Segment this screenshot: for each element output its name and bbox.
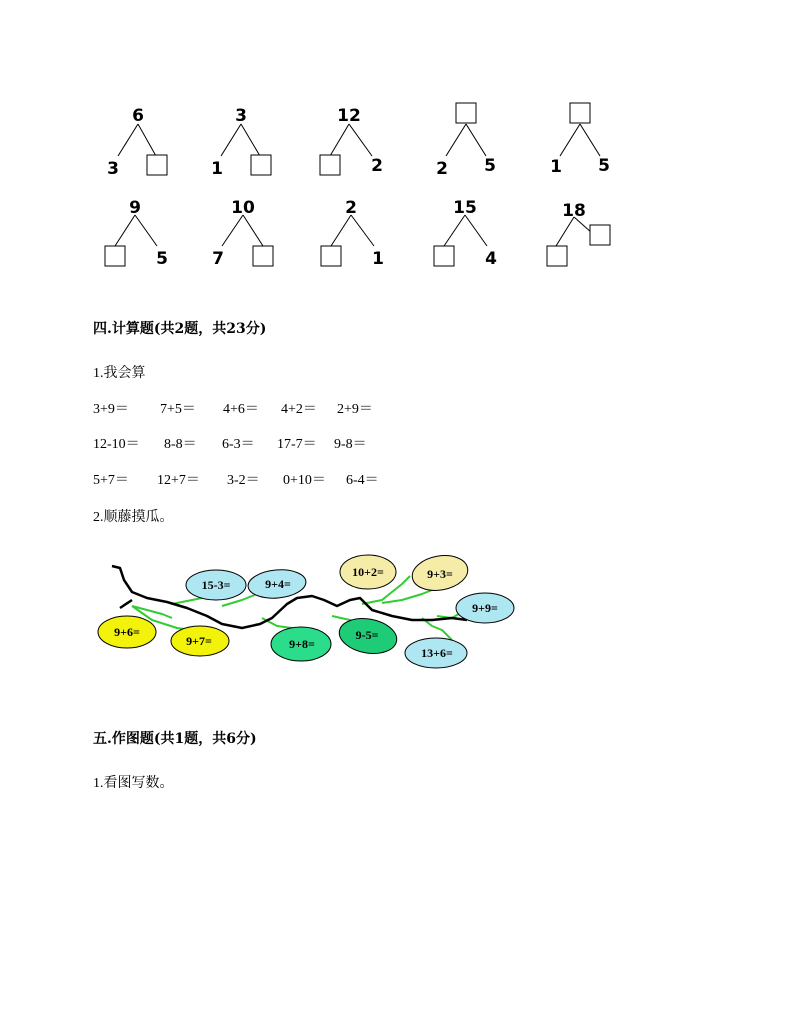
- section-heading: 五.作图题(共1题，共6分): [93, 731, 257, 747]
- answer-box[interactable]: [253, 246, 273, 266]
- tree-left-number: 3: [107, 159, 119, 179]
- leaf-expression: 9+4=: [265, 577, 291, 591]
- expression: 0+10＝: [283, 473, 326, 488]
- tree-right-number: 5: [156, 249, 168, 269]
- answer-box[interactable]: [321, 246, 341, 266]
- expression: 2+9＝: [337, 402, 373, 417]
- tree-right-number: 5: [598, 156, 610, 176]
- leaf-expression: 13+6=: [421, 646, 453, 660]
- tree-top-number: 9: [129, 198, 141, 218]
- tree-left-number: 1: [211, 159, 223, 179]
- answer-box[interactable]: [251, 155, 271, 175]
- answer-box[interactable]: [434, 246, 454, 266]
- tree-left-number: 1: [550, 157, 562, 177]
- tree-top-number: 12: [337, 106, 361, 126]
- vine-diagram: [92, 548, 522, 673]
- leaf-expression: 9+9=: [472, 601, 498, 615]
- leaf-expression: 9+6=: [114, 625, 140, 639]
- tree-right-number: 5: [484, 156, 496, 176]
- expression: 4+2＝: [281, 402, 317, 417]
- tree-top-number: 10: [231, 198, 255, 218]
- answer-box[interactable]: [570, 103, 590, 123]
- question-label: 1.我会算: [93, 366, 146, 381]
- tree-right-number: 2: [371, 156, 383, 176]
- tree-right-number: 4: [485, 249, 497, 269]
- arithmetic-row: [93, 398, 373, 418]
- tree-right-number: 1: [372, 249, 384, 269]
- arithmetic-row: [93, 433, 367, 453]
- expression: 5+7＝: [93, 473, 129, 488]
- expression: 7+5＝: [160, 402, 196, 417]
- expression: 9-8＝: [334, 437, 367, 452]
- tree-left-number: 7: [212, 249, 224, 269]
- expression: 12+7＝: [157, 473, 200, 488]
- tree-top-number: 18: [562, 201, 586, 221]
- question-label: 2.顺藤摸瓜。: [93, 510, 174, 525]
- answer-box[interactable]: [105, 246, 125, 266]
- expression: 4+6＝: [223, 402, 259, 417]
- answer-box[interactable]: [320, 155, 340, 175]
- expression: 6-4＝: [346, 473, 379, 488]
- tree-top-number: 2: [345, 198, 357, 218]
- answer-box[interactable]: [547, 246, 567, 266]
- answer-box[interactable]: [590, 225, 610, 245]
- expression: 12-10＝: [93, 437, 140, 452]
- leaf-expression: 9+7=: [186, 634, 212, 648]
- answer-box[interactable]: [147, 155, 167, 175]
- section-heading: 四.计算题(共2题，共23分): [93, 321, 267, 337]
- expression: 17-7＝: [277, 437, 317, 452]
- leaf-expression: 9-5=: [355, 628, 379, 642]
- leaf-expression: 10+2=: [352, 565, 384, 579]
- tree-top-number: 15: [453, 198, 477, 218]
- arithmetic-row: [93, 469, 379, 489]
- tree-left-number: 2: [436, 159, 448, 179]
- tree-top-number: 3: [235, 106, 247, 126]
- expression: 8-8＝: [164, 437, 197, 452]
- expression: 3+9＝: [93, 402, 129, 417]
- expression: 3-2＝: [227, 473, 260, 488]
- expression: 6-3＝: [222, 437, 255, 452]
- leaf-expression: 9+8=: [289, 637, 315, 651]
- answer-box[interactable]: [456, 103, 476, 123]
- number-trees: [0, 0, 794, 300]
- leaf-expression: 15-3=: [201, 578, 231, 592]
- tree-top-number: 6: [132, 106, 144, 126]
- question-label: 1.看图写数。: [93, 776, 174, 791]
- leaf-expression: 9+3=: [427, 567, 453, 581]
